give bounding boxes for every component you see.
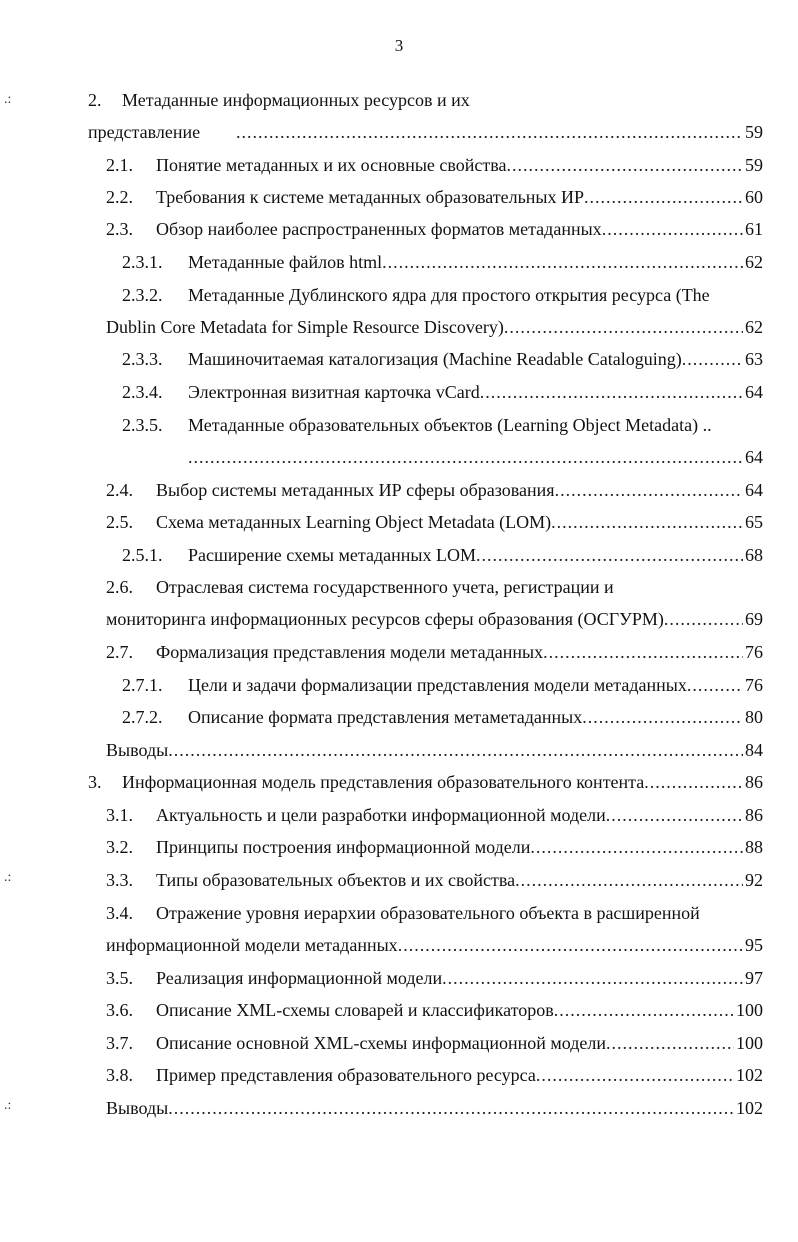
toc-entry-number: 3.1. (106, 805, 133, 825)
toc-entry-2-5-1[interactable] (122, 539, 763, 571)
toc-page: 80 (745, 707, 763, 727)
toc-entry-title-cont: Dublin Core Metadata for Simple Resource Discovery) (106, 317, 504, 337)
toc-entry-number: 2.7. (106, 642, 133, 662)
toc-page: 69 (745, 609, 763, 629)
toc-entry-3-4[interactable] (106, 897, 763, 929)
toc-entry-title: Актуальность и цели разработки информационной модели (156, 805, 606, 825)
toc-entry-3-8[interactable] (106, 1059, 763, 1091)
toc-entry-number: 2.3.5. (122, 415, 163, 435)
toc-entry-title: Реализация информационной модели (156, 968, 443, 988)
toc-entry-title: Описание XML-схемы словарей и классификаторов (156, 1000, 554, 1020)
toc-entry-title: Информационная модель представления образовательного контента (122, 772, 645, 792)
toc-page: 76 (745, 675, 763, 695)
toc-entry-title-cont: представление (88, 122, 201, 142)
toc-entry-2-7-2[interactable] (122, 701, 763, 733)
toc-page: 100 (736, 1000, 763, 1020)
toc-entry-title: Описание основной XML-схемы информационной модели (156, 1033, 607, 1053)
toc-entry-title: Схема метаданных Learning Object Metadata (LOM) (156, 512, 552, 532)
toc-page: 102 (736, 1098, 763, 1118)
toc-page: 84 (745, 740, 763, 760)
toc-page: 65 (745, 512, 763, 532)
toc-entry-number: 3.5. (106, 968, 133, 988)
page-number: 3 (394, 36, 404, 55)
toc-entry-number: 2. (88, 90, 102, 110)
toc-entry-title: Выводы (106, 740, 169, 760)
toc-entry-2-1[interactable] (106, 149, 763, 181)
toc-entry-number: 2.4. (106, 480, 133, 500)
toc-entry-2-7[interactable] (106, 636, 763, 668)
toc-entry-2-3-4[interactable] (122, 376, 763, 408)
toc-entry-2-6-cont[interactable] (106, 603, 763, 635)
toc-entry-3[interactable] (88, 766, 763, 798)
toc-entry-2-3-3[interactable] (122, 343, 763, 375)
toc-page: 68 (745, 545, 763, 565)
toc-page: 97 (745, 968, 763, 988)
toc-entry-title: Обзор наиболее распространенных форматов метаданных (156, 219, 602, 239)
toc-page: 63 (745, 349, 763, 369)
toc-entry-title: Принципы построения информационной модели (156, 837, 531, 857)
toc-page: 64 (745, 447, 763, 467)
toc-entry-2-2[interactable] (106, 181, 763, 213)
scan-mark: .: (4, 92, 12, 107)
toc-entry-number: 2.6. (106, 577, 133, 597)
toc-entry-2-3-5[interactable] (122, 409, 763, 441)
toc-page: 86 (745, 772, 763, 792)
scan-mark: .: (4, 870, 12, 885)
toc-entry-title: Описание формата представления метаметаданных (188, 707, 583, 727)
toc-entry-number: 2.5. (106, 512, 133, 532)
toc-entry-title: Понятие метаданных и их основные свойства (156, 155, 507, 175)
toc-page: 62 (745, 317, 763, 337)
toc-entry-title: Машиночитаемая каталогизация (Machine Readable Cataloguing) (188, 349, 682, 369)
toc-entry-number: 3.8. (106, 1065, 133, 1085)
toc-entry-number: 3. (88, 772, 102, 792)
toc-entry-title: Метаданные образовательных объектов (Learning Object Metadata) .. (188, 415, 712, 435)
toc-entry-number: 2.7.2. (122, 707, 163, 727)
toc-entry-title: Пример представления образовательного ресурса (156, 1065, 536, 1085)
toc-entry-number: 3.4. (106, 903, 133, 923)
toc-entry-2-6[interactable] (106, 571, 763, 603)
toc-entry-number: 2.1. (106, 155, 133, 175)
toc-entry-title: Метаданные файлов html (188, 252, 383, 272)
toc-page: 76 (745, 642, 763, 662)
toc-entry-2-3-1[interactable] (122, 246, 763, 278)
toc-entry-title: Отражение уровня иерархии образовательного объекта в расширенной (156, 903, 700, 923)
toc-page: 102 (736, 1065, 763, 1085)
toc-page: 59 (745, 122, 763, 142)
toc-entry-title: Типы образовательных объектов и их свойства (156, 870, 516, 890)
toc-entry-number: 2.5.1. (122, 545, 163, 565)
toc-entry-number: 2.7.1. (122, 675, 163, 695)
toc-page: 59 (745, 155, 763, 175)
toc-entry-title: Отраслевая система государственного учета, регистрации и (156, 577, 614, 597)
toc-entry-2-4[interactable] (106, 474, 763, 506)
toc-entry-conclusions-2[interactable] (106, 734, 763, 766)
toc-entry-2-3-2-cont[interactable] (106, 311, 763, 343)
scan-mark: .: (4, 1098, 12, 1113)
toc-entry-number: 3.3. (106, 870, 133, 890)
toc-entry-number: 2.3.4. (122, 382, 163, 402)
toc-page: 60 (745, 187, 763, 207)
toc-entry-title: Выводы (106, 1098, 169, 1118)
toc-page: 100 (736, 1033, 763, 1053)
toc-page: 88 (745, 837, 763, 857)
toc-entry-number: 3.7. (106, 1033, 133, 1053)
toc-entry-number: 3.2. (106, 837, 133, 857)
toc-entry-3-4-cont[interactable] (106, 929, 763, 961)
toc-page: 64 (745, 382, 763, 402)
toc-entry-title: Электронная визитная карточка vCard (188, 382, 480, 402)
toc-page: 64 (745, 480, 763, 500)
toc-entry-2-cont[interactable] (88, 116, 763, 148)
toc-entry-3-2[interactable] (106, 831, 763, 863)
toc-page: 95 (745, 935, 763, 955)
toc-entry-title: Формализация представления модели метаданных (156, 642, 544, 662)
toc-entry-2-7-1[interactable] (122, 669, 763, 701)
toc-entry-title: Метаданные информационных ресурсов и их (122, 90, 470, 110)
toc-entry-number: 2.3.1. (122, 252, 163, 272)
toc-entry-2-5[interactable] (106, 506, 763, 538)
toc-entry-title: Требования к системе метаданных образовательных ИР (156, 187, 585, 207)
toc-entry-number: 2.3. (106, 219, 133, 239)
toc-entry-2-3[interactable] (106, 213, 763, 245)
toc-entry-number: 3.6. (106, 1000, 133, 1020)
toc-entry-number: 2.3.2. (122, 285, 163, 305)
toc-entry-2[interactable] (88, 84, 768, 116)
toc-entry-title: Цели и задачи формализации представления модели метаданных (188, 675, 687, 695)
toc-entry-title: Метаданные Дублинского ядра для простого открытия ресурса (The (188, 285, 710, 305)
toc-entry-title: Расширение схемы метаданных LOM (188, 545, 476, 565)
toc-entry-title-cont: информационной модели метаданных (106, 935, 398, 955)
toc-entry-title: Выбор системы метаданных ИР сферы образования (156, 480, 555, 500)
toc-entry-3-5[interactable] (106, 962, 763, 994)
toc-entry-2-3-2[interactable] (122, 279, 763, 311)
toc-entry-3-3[interactable] (106, 864, 763, 896)
toc-page: 92 (745, 870, 763, 890)
toc-page: 62 (745, 252, 763, 272)
toc-entry-title-cont: мониторинга информационных ресурсов сферы образования (ОСГУРМ) (106, 609, 664, 629)
toc-entry-2-3-5-cont[interactable] (188, 441, 763, 473)
toc-page: 61 (745, 219, 763, 239)
toc-entry-3-1[interactable] (106, 799, 763, 831)
toc-entry-number: 2.3.3. (122, 349, 163, 369)
toc-entry-number: 2.2. (106, 187, 133, 207)
toc-entry-3-6[interactable] (106, 994, 763, 1026)
toc-page: 86 (745, 805, 763, 825)
toc-entry-conclusions-3[interactable] (106, 1092, 763, 1124)
toc-entry-3-7[interactable] (106, 1027, 763, 1059)
